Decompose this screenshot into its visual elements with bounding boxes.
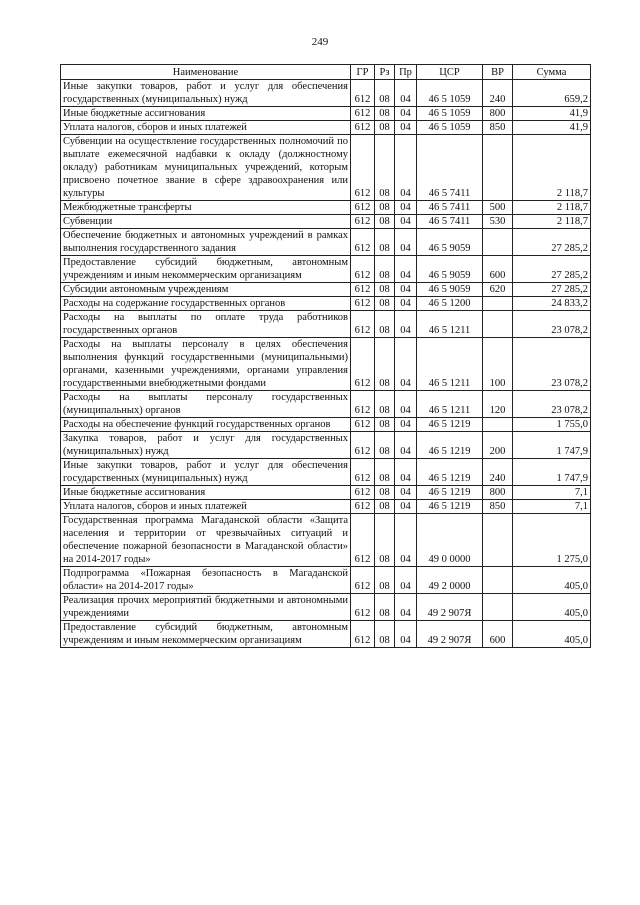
cell-name: Иные бюджетные ассигнования <box>61 107 351 121</box>
cell-pr: 04 <box>395 256 417 283</box>
cell-gr: 612 <box>351 121 375 135</box>
cell-sum: 405,0 <box>513 594 591 621</box>
table-row <box>61 215 591 229</box>
cell-sum: 405,0 <box>513 621 591 648</box>
cell-csr: 49 0 0000 <box>417 514 483 567</box>
cell-pr: 04 <box>395 201 417 215</box>
table-row <box>61 621 591 648</box>
cell-pr: 04 <box>395 486 417 500</box>
cell-rz: 08 <box>375 486 395 500</box>
cell-pr: 04 <box>395 594 417 621</box>
cell-sum: 23 078,2 <box>513 391 591 418</box>
table-row <box>61 121 591 135</box>
cell-sum: 7,1 <box>513 486 591 500</box>
cell-csr: 46 5 7411 <box>417 135 483 201</box>
cell-pr: 04 <box>395 418 417 432</box>
cell-name: Реализация прочих мероприятий бюджетными и автономными учреждениями <box>61 594 351 621</box>
cell-csr: 46 5 1219 <box>417 459 483 486</box>
cell-pr: 04 <box>395 391 417 418</box>
cell-pr: 04 <box>395 135 417 201</box>
cell-rz: 08 <box>375 229 395 256</box>
cell-csr: 46 5 1211 <box>417 391 483 418</box>
cell-gr: 612 <box>351 338 375 391</box>
cell-sum: 7,1 <box>513 500 591 514</box>
cell-csr: 46 5 7411 <box>417 215 483 229</box>
cell-vr <box>483 311 513 338</box>
cell-name: Расходы на выплаты по оплате труда работников государственных органов <box>61 311 351 338</box>
cell-pr: 04 <box>395 121 417 135</box>
cell-gr: 612 <box>351 256 375 283</box>
cell-gr: 612 <box>351 135 375 201</box>
cell-rz: 08 <box>375 514 395 567</box>
cell-gr: 612 <box>351 594 375 621</box>
cell-vr <box>483 135 513 201</box>
cell-csr: 46 5 9059 <box>417 283 483 297</box>
header-pr: Пр <box>395 65 417 80</box>
budget-table <box>60 64 591 648</box>
cell-vr: 800 <box>483 107 513 121</box>
cell-rz: 08 <box>375 567 395 594</box>
cell-csr: 46 5 1059 <box>417 80 483 107</box>
cell-gr: 612 <box>351 418 375 432</box>
cell-name: Расходы на выплаты персоналу в целях обеспечения выполнения функций государственными (муниципальными) органами, казенными учреждениями, органами управления государственными внебюджетными фондами <box>61 338 351 391</box>
cell-name: Расходы на обеспечение функций государственных органов <box>61 418 351 432</box>
header-vr: ВР <box>483 65 513 80</box>
table-row <box>61 567 591 594</box>
cell-pr: 04 <box>395 338 417 391</box>
cell-csr: 46 5 1219 <box>417 486 483 500</box>
cell-vr: 600 <box>483 621 513 648</box>
cell-gr: 612 <box>351 486 375 500</box>
table-row <box>61 283 591 297</box>
table-row <box>61 391 591 418</box>
cell-rz: 08 <box>375 283 395 297</box>
table-row <box>61 256 591 283</box>
cell-rz: 08 <box>375 418 395 432</box>
cell-vr: 120 <box>483 391 513 418</box>
table-row <box>61 338 591 391</box>
cell-name: Уплата налогов, сборов и иных платежей <box>61 500 351 514</box>
cell-name: Закупка товаров, работ и услуг для государственных (муниципальных) нужд <box>61 432 351 459</box>
header-sum: Сумма <box>513 65 591 80</box>
table-body <box>61 80 591 648</box>
cell-pr: 04 <box>395 229 417 256</box>
cell-gr: 612 <box>351 567 375 594</box>
cell-sum: 24 833,2 <box>513 297 591 311</box>
cell-name: Расходы на выплаты персоналу государственных (муниципальных) органов <box>61 391 351 418</box>
cell-csr: 46 5 1059 <box>417 121 483 135</box>
cell-gr: 612 <box>351 311 375 338</box>
cell-csr: 46 5 1211 <box>417 311 483 338</box>
cell-csr: 49 2 0000 <box>417 567 483 594</box>
cell-rz: 08 <box>375 594 395 621</box>
cell-sum: 405,0 <box>513 567 591 594</box>
cell-sum: 23 078,2 <box>513 311 591 338</box>
cell-gr: 612 <box>351 459 375 486</box>
cell-name: Иные бюджетные ассигнования <box>61 486 351 500</box>
cell-pr: 04 <box>395 621 417 648</box>
cell-name: Субсидии автономным учреждениям <box>61 283 351 297</box>
cell-rz: 08 <box>375 135 395 201</box>
cell-gr: 612 <box>351 215 375 229</box>
cell-gr: 612 <box>351 514 375 567</box>
cell-name: Предоставление субсидий бюджетным, автономным учреждениям и иным некоммерческим организациям <box>61 621 351 648</box>
cell-gr: 612 <box>351 391 375 418</box>
cell-name: Межбюджетные трансферты <box>61 201 351 215</box>
cell-gr: 612 <box>351 107 375 121</box>
table-row <box>61 594 591 621</box>
cell-pr: 04 <box>395 283 417 297</box>
cell-rz: 08 <box>375 107 395 121</box>
cell-rz: 08 <box>375 215 395 229</box>
cell-rz: 08 <box>375 311 395 338</box>
cell-pr: 04 <box>395 311 417 338</box>
table-row <box>61 459 591 486</box>
cell-csr: 46 5 7411 <box>417 201 483 215</box>
cell-name: Уплата налогов, сборов и иных платежей <box>61 121 351 135</box>
cell-vr: 850 <box>483 121 513 135</box>
cell-sum: 41,9 <box>513 121 591 135</box>
cell-gr: 612 <box>351 500 375 514</box>
cell-vr <box>483 418 513 432</box>
cell-sum: 1 755,0 <box>513 418 591 432</box>
cell-rz: 08 <box>375 297 395 311</box>
cell-rz: 08 <box>375 256 395 283</box>
cell-name: Подпрограмма «Пожарная безопасность в Магаданской области» на 2014-2017 годы» <box>61 567 351 594</box>
header-name: Наименование <box>61 65 351 80</box>
cell-gr: 612 <box>351 621 375 648</box>
cell-name: Расходы на содержание государственных органов <box>61 297 351 311</box>
cell-pr: 04 <box>395 432 417 459</box>
cell-pr: 04 <box>395 107 417 121</box>
cell-vr <box>483 229 513 256</box>
cell-rz: 08 <box>375 459 395 486</box>
cell-csr: 46 5 9059 <box>417 229 483 256</box>
cell-rz: 08 <box>375 500 395 514</box>
cell-pr: 04 <box>395 500 417 514</box>
cell-vr <box>483 594 513 621</box>
cell-vr: 620 <box>483 283 513 297</box>
cell-sum: 2 118,7 <box>513 201 591 215</box>
cell-sum: 2 118,7 <box>513 215 591 229</box>
cell-sum: 23 078,2 <box>513 338 591 391</box>
table-row <box>61 201 591 215</box>
cell-sum: 1 275,0 <box>513 514 591 567</box>
cell-gr: 612 <box>351 80 375 107</box>
cell-sum: 1 747,9 <box>513 459 591 486</box>
cell-name: Иные закупки товаров, работ и услуг для обеспечения государственных (муниципальных) нужд <box>61 459 351 486</box>
cell-csr: 46 5 1200 <box>417 297 483 311</box>
cell-rz: 08 <box>375 621 395 648</box>
cell-sum: 2 118,7 <box>513 135 591 201</box>
cell-csr: 46 5 1219 <box>417 418 483 432</box>
table-row <box>61 80 591 107</box>
cell-vr: 800 <box>483 486 513 500</box>
cell-vr: 100 <box>483 338 513 391</box>
cell-gr: 612 <box>351 297 375 311</box>
cell-vr: 850 <box>483 500 513 514</box>
table-row <box>61 500 591 514</box>
cell-rz: 08 <box>375 432 395 459</box>
cell-csr: 46 5 1219 <box>417 500 483 514</box>
cell-csr: 49 2 907Я <box>417 594 483 621</box>
page-number: 249 <box>311 36 329 48</box>
cell-pr: 04 <box>395 459 417 486</box>
cell-vr: 500 <box>483 201 513 215</box>
cell-sum: 27 285,2 <box>513 283 591 297</box>
cell-name: Обеспечение бюджетных и автономных учреждений в рамках выполнения государственного задания <box>61 229 351 256</box>
cell-gr: 612 <box>351 432 375 459</box>
cell-name: Иные закупки товаров, работ и услуг для обеспечения государственных (муниципальных) нужд <box>61 80 351 107</box>
cell-sum: 1 747,9 <box>513 432 591 459</box>
cell-name: Предоставление субсидий бюджетным, автономным учреждениям и иным некоммерческим организациям <box>61 256 351 283</box>
cell-vr <box>483 567 513 594</box>
cell-vr <box>483 297 513 311</box>
cell-pr: 04 <box>395 514 417 567</box>
cell-csr: 46 5 9059 <box>417 256 483 283</box>
cell-vr <box>483 514 513 567</box>
cell-csr: 46 5 1059 <box>417 107 483 121</box>
cell-sum: 41,9 <box>513 107 591 121</box>
table-row <box>61 297 591 311</box>
cell-vr: 600 <box>483 256 513 283</box>
cell-csr: 46 5 1211 <box>417 338 483 391</box>
table-row <box>61 135 591 201</box>
cell-gr: 612 <box>351 201 375 215</box>
cell-rz: 08 <box>375 121 395 135</box>
header-csr: ЦСР <box>417 65 483 80</box>
cell-sum: 27 285,2 <box>513 256 591 283</box>
cell-vr: 530 <box>483 215 513 229</box>
cell-vr: 200 <box>483 432 513 459</box>
table-row <box>61 107 591 121</box>
header-rz: Рз <box>375 65 395 80</box>
cell-rz: 08 <box>375 391 395 418</box>
table-row <box>61 514 591 567</box>
cell-rz: 08 <box>375 80 395 107</box>
table-row <box>61 418 591 432</box>
cell-pr: 04 <box>395 297 417 311</box>
cell-csr: 46 5 1219 <box>417 432 483 459</box>
table-row <box>61 432 591 459</box>
table-row <box>61 486 591 500</box>
cell-pr: 04 <box>395 80 417 107</box>
table-row <box>61 311 591 338</box>
cell-gr: 612 <box>351 229 375 256</box>
cell-gr: 612 <box>351 283 375 297</box>
cell-vr: 240 <box>483 80 513 107</box>
cell-name: Государственная программа Магаданской области «Защита населения и территории от чрезвычайных ситуаций и обеспечение пожарной безопасности в Магаданской области» на 2014-2017 годы» <box>61 514 351 567</box>
cell-vr: 240 <box>483 459 513 486</box>
table-header-row <box>61 65 591 80</box>
cell-csr: 49 2 907Я <box>417 621 483 648</box>
cell-rz: 08 <box>375 201 395 215</box>
cell-name: Субвенции на осуществление государственных полномочий по выплате ежемесячной надбавки к окладу (должностному окладу) работникам муниципальных учреждений, которым присвоено почетное звание в сфере здравоохранения или культуры <box>61 135 351 201</box>
cell-pr: 04 <box>395 215 417 229</box>
table-row <box>61 229 591 256</box>
cell-pr: 04 <box>395 567 417 594</box>
header-gr: ГР <box>351 65 375 80</box>
cell-sum: 27 285,2 <box>513 229 591 256</box>
cell-sum: 659,2 <box>513 80 591 107</box>
cell-name: Субвенции <box>61 215 351 229</box>
cell-rz: 08 <box>375 338 395 391</box>
